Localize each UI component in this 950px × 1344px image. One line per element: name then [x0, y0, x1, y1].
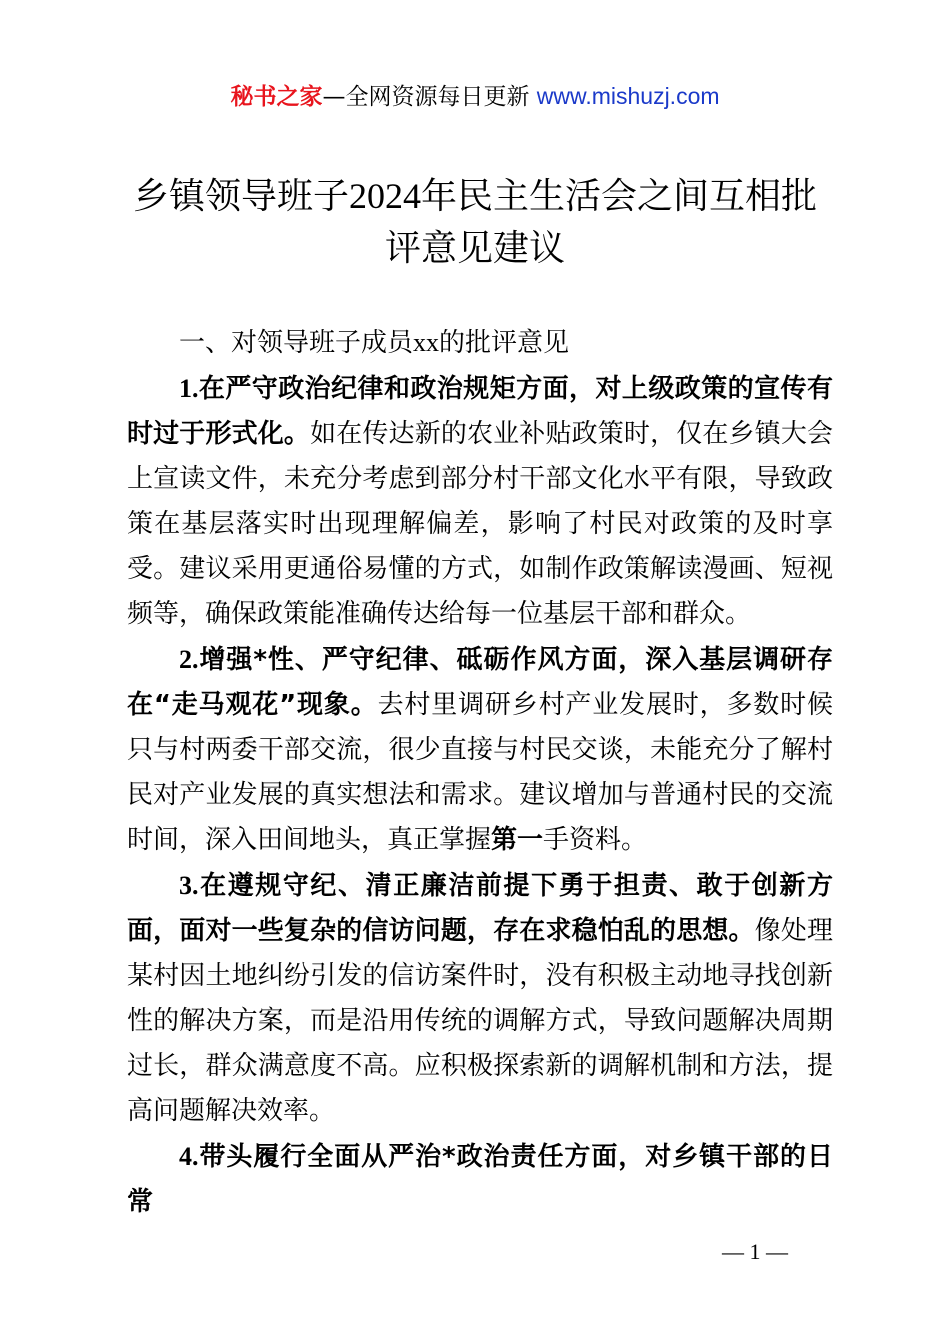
item-2-heading: 增强*性、严守纪律、砥砺作风方面，深入基层调研存在“走马观花”现象。	[127, 645, 833, 720]
item-1-heading: 在严守政治纪律和政治规矩方面，对上级政策的宣传有时过于形式化。	[127, 374, 833, 449]
document-title	[120, 170, 830, 275]
title-part1: 乡镇领导班子	[132, 176, 349, 217]
site-header	[0, 80, 950, 113]
member-name: xx	[413, 328, 440, 357]
site-url[interactable]: www.mishuzj.com	[536, 83, 720, 109]
item-3-text: 像处理某村因土地纠纷引发的信访案件时，没有积极主动地寻找创新性的解决方案，而是沿用传统的调解方式，导致问题解决周期过长，群众满意度不高。应积极探索新的调解机制和方法，提高问题解决效率。	[127, 916, 833, 1126]
paragraph-item-3: 3.在遵规守纪、清正廉洁前提下勇于担责、敢于创新方面，面对一些复杂的信访问题，存在求稳怕乱的思想。像处理某村因土地纠纷引发的信访案件时，没有积极主动地寻找创新性的解决方案，而是沿用传统的调解方式，导致问题解决周期过长，群众满意度不高。应积极探索新的调解机制和方法，提高问题解决效率。	[127, 871, 833, 1126]
item-1-text: 如在传达新的农业补贴政策时，仅在乡镇大会上宣读文件，未充分考虑到部分村干部文化水平有限，导致政策在基层落实时出现理解偏差，影响了村民对政策的及时享受。建议采用更通俗易懂的方式，如制作政策解读漫画、短视频等，确保政策能准确传达给每一位基层干部和群众。	[127, 419, 833, 629]
item-4-heading: 带头履行全面从严治*政治责任方面，对乡镇干部的日常	[127, 1142, 833, 1217]
item-2-text: 去村里调研乡村产业发展时，多数时候只与村两委干部交流，很少直接与村民交谈，未能充分了解村民对产业发展的真实想法和需求。建议增加与普通村民的交流时间，深入田间地头，真正掌握	[127, 690, 833, 855]
page-number: — 1 —	[722, 1239, 788, 1264]
paragraph-item-4: 4.带头履行全面从严治*政治责任方面，对乡镇干部的日常	[127, 1142, 833, 1217]
title-part2: 年民主生活会之间互相批	[421, 176, 818, 217]
paragraph-item-1: 1.在严守政治纪律和政治规矩方面，对上级政策的宣传有时过于形式化。如在传达新的农业补贴政策时，仅在乡镇大会上宣读文件，未充分考虑到部分村干部文化水平有限，导致政策在基层落实时出现理解偏差，影响了村民对政策的及时享受。建议采用更通俗易懂的方式，如制作政策解读漫画、短视频等，确保政策能准确传达给每一位基层干部和群众。	[127, 374, 833, 629]
paragraph-item-2: 2.增强*性、严守纪律、砥砺作风方面，深入基层调研存在“走马观花”现象。去村里调研乡村产业发展时，多数时候只与村两委干部交流，很少直接与村民交谈，未能充分了解村民对产业发展的真实想法和需求。建议增加与普通村民的交流时间，深入田间地头，真正掌握第一手资料。	[127, 645, 833, 855]
title-line2: 评意见建议	[384, 228, 565, 269]
title-year: 2024	[349, 176, 421, 216]
item-3-heading: 在遵规守纪、清正廉洁前提下勇于担责、敢于创新方面，面对一些复杂的信访问题，存在求稳怕乱的思想。	[127, 871, 833, 946]
slogan: —全网资源每日更新	[322, 84, 530, 110]
document-body	[127, 320, 833, 1225]
section-heading: 一、对领导班子成员xx的批评意见	[179, 328, 570, 358]
brand-name: 秘书之家	[230, 84, 323, 110]
